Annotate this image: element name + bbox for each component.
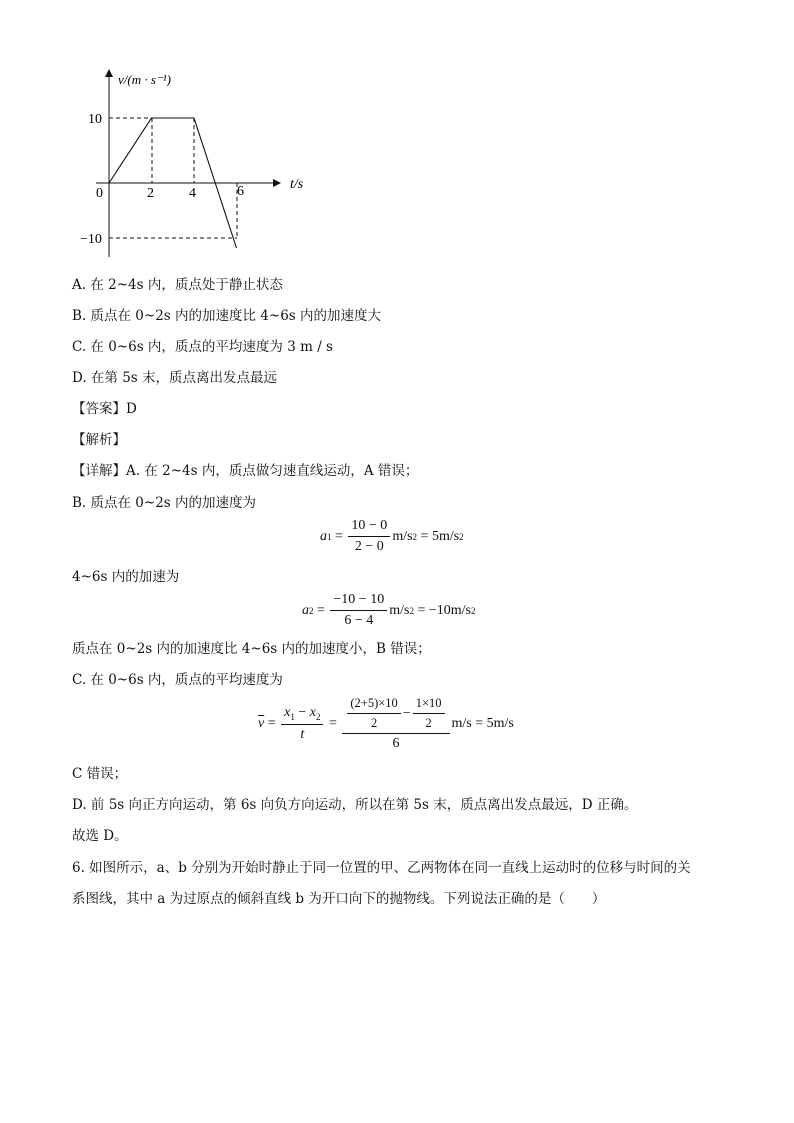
- detail-a-text: A. 在 2~4s 内，质点做匀速直线运动，A 错误；: [126, 463, 419, 479]
- option-b: B. 质点在 0~2s 内的加速度比 4~6s 内的加速度大: [72, 308, 382, 324]
- eq3-big-fraction: [342, 696, 449, 752]
- eq2-fraction: [330, 592, 387, 629]
- detail-line-b-end: 质点在 0~2s 内的加速度比 4~6s 内的加速度小，B 错误；: [72, 641, 431, 657]
- eq3-area1-den: 2: [370, 716, 378, 730]
- y-axis-label: v/(m · s⁻¹): [118, 72, 171, 87]
- option-d: D. 在第 5s 末，质点离出发点最远: [72, 370, 278, 386]
- eq3-x1: x: [284, 705, 291, 721]
- eq3-vbar: $\overline{v}$: [258, 716, 265, 731]
- equation-a1: a 1 = $\frac{10 - 0}{2 - 0}$ m/s 2 = 5m/s 2: [320, 518, 464, 554]
- eq1-numerator: 10 − 0: [348, 518, 390, 537]
- x-tick-6: 6: [237, 184, 244, 199]
- velocity-time-graph: [74, 62, 324, 262]
- detail-tag: 【详解】: [72, 463, 126, 479]
- option-a: A. 在 2~4s 内，质点处于静止状态: [72, 277, 283, 293]
- eq1-fraction: [348, 518, 390, 555]
- eq1-sub: 1: [327, 531, 332, 542]
- answer-value: D: [126, 401, 137, 417]
- eq1-result: = 5m/s: [420, 528, 460, 544]
- eq3-x1-sub: 1: [290, 711, 295, 722]
- eq2-unit: m/s: [389, 602, 410, 618]
- eq3-minus: −: [294, 705, 310, 721]
- next-question-line2: 系图线，其中 a 为过原点的倾斜直线 b 为开口向下的抛物线。下列说法正确的是（ ）: [72, 891, 606, 907]
- conclusion: 故选 D。: [72, 828, 128, 844]
- option-c-unit: m / s: [300, 339, 333, 355]
- x-axis-label: t/s: [290, 177, 304, 192]
- eq2-denominator: 6 − 4: [344, 613, 374, 628]
- eq3-area1-num: (2+5)×10: [347, 696, 400, 714]
- answer-line: [72, 400, 137, 418]
- eq3-displacement-fraction: [281, 705, 323, 743]
- x-tick-4: 4: [189, 186, 196, 201]
- eq3-time: [297, 725, 307, 743]
- equation-a2: a 2 = $\frac{-10 - 10}{6 - 4}$ m/s 2 = −10m/s 2: [302, 592, 476, 628]
- option-c-text: C. 在 0~6s 内，质点的平均速度为 3: [72, 339, 296, 355]
- y-tick-m10: −10: [80, 232, 102, 247]
- eq3-big-denominator: 6: [392, 736, 400, 751]
- analysis-tag: [72, 431, 126, 449]
- x-tick-2: 2: [147, 186, 154, 201]
- next-question-line1: 6. 如图所示，a、b 分别为开始时静止于同一位置的甲、乙两物体在同一直线上运动时的位移与时间的关: [72, 860, 691, 876]
- detail-line-a: [72, 462, 418, 480]
- eq3-x2-sub: 2: [315, 711, 321, 722]
- equation-average-velocity: $\overline{v}$ = $\frac{x_1 - x_2}{t}$ = $\frac{(2+5)\times 10}{2}$ − $\frac{1\times 10}{2}$ 6 m/s = 5m/s: [258, 696, 514, 751]
- eq3-area1: [347, 696, 400, 731]
- eq3-big-numerator: $\frac{(2+5)\times 10}{2}$ − $\frac{1\times 10}{2}$: [342, 696, 449, 734]
- eq2-numerator: −10 − 10: [330, 592, 387, 611]
- analysis-label: 【解析】: [72, 432, 126, 448]
- eq2-result: = −10m/s: [417, 602, 471, 618]
- eq3-displacement: [281, 705, 323, 725]
- eq2-sub: 2: [309, 605, 314, 616]
- eq1-denominator: 2 − 0: [354, 539, 384, 554]
- eq1-unit: m/s: [392, 528, 413, 544]
- detail-line-c-end: C 错误；: [72, 766, 128, 782]
- eq3-area2-num: 1×10: [413, 696, 445, 714]
- eq1-symbol: a: [320, 528, 327, 544]
- eq3-x2: x: [309, 705, 316, 721]
- eq3-area2: [413, 696, 445, 731]
- eq3-t: t: [300, 726, 305, 742]
- eq3-result: m/s = 5m/s: [451, 716, 514, 731]
- eq3-area2-den: 2: [425, 716, 432, 730]
- y-tick-10: 10: [88, 112, 102, 127]
- detail-line-b: B. 质点在 0~2s 内的加速度为: [72, 495, 257, 511]
- x-tick-0: 0: [96, 186, 103, 201]
- eq2-symbol: a: [302, 602, 309, 618]
- option-c: [72, 338, 333, 356]
- detail-line-d: D. 前 5s 向正方向运动，第 6s 向负方向运动，所以在第 5s 末，质点离出发点最远，D 正确。: [72, 797, 638, 813]
- detail-line-c: C. 在 0~6s 内，质点的平均速度为: [72, 672, 283, 688]
- detail-line-46: 4~6s 内的加速为: [72, 569, 180, 585]
- answer-tag: 【答案】: [72, 401, 126, 417]
